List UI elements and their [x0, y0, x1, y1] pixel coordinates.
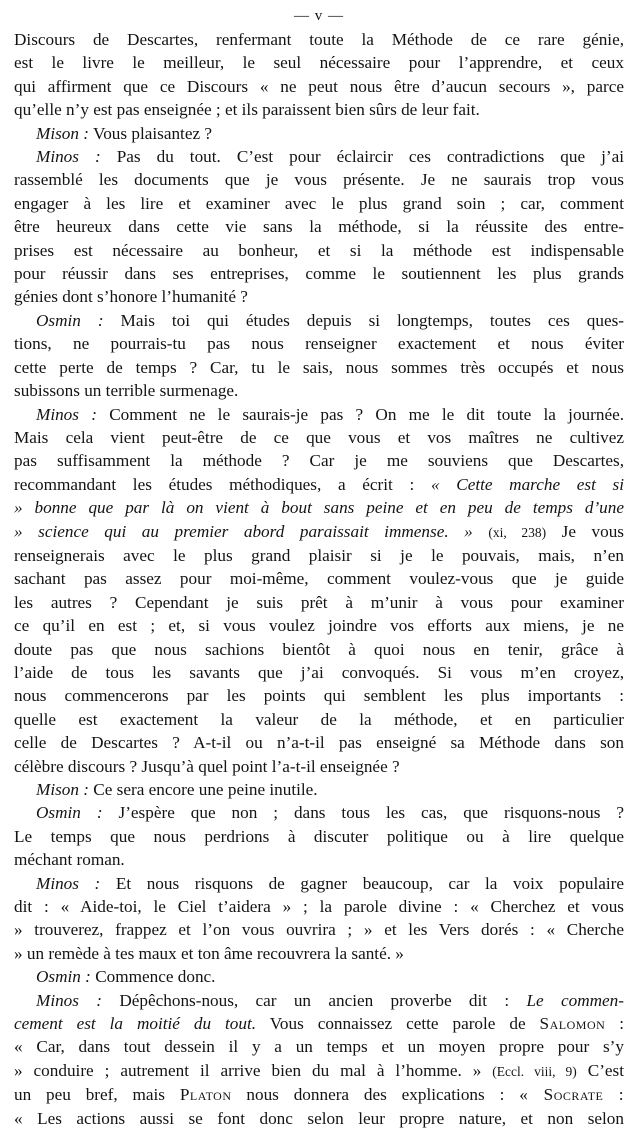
text-line — [14, 520, 624, 544]
dialogue-mison-2 — [14, 778, 624, 801]
dialogue-osmin-3 — [14, 965, 624, 988]
text-line: Mais cela vient peut-être de ce que vous et vos maîtres ne cultivez — [14, 427, 624, 447]
name-salomon: Salomon — [539, 1014, 606, 1034]
text-line: Discours de Descartes, renfermant toute la Méthode de ce rare génie, — [14, 30, 624, 49]
text-line: pour réussir dans ses entreprises, comme le soutiennent les plus grands — [14, 264, 624, 284]
speech-text: un peu bref, mais — [14, 1085, 165, 1105]
speaker-label: Minos : — [36, 147, 101, 167]
speech-text: Pas du tout. C’est pour éclaircir ces contradictions que j’ai — [116, 147, 624, 167]
text-line: nous commencerons par les points qui semblent les plus importants : — [14, 686, 624, 706]
speech-text: Dépêchons-nous, car un ancien proverbe dit : — [119, 990, 510, 1010]
speaker-label: Osmin : — [36, 310, 104, 330]
text-line: dit : « Aide-toi, le Ciel t’aidera » ; la parole divine : « Cherchez et vous — [14, 897, 624, 917]
text-line: Le temps que nous perdrions à discuter politique ou à lire quelque — [14, 826, 624, 846]
speaker-label: Mison : — [36, 780, 89, 799]
speech-text: Vous plaisantez ? — [93, 123, 213, 143]
speech-text: J’espère que non ; dans tous les cas, que risquons-nous ? — [118, 803, 624, 823]
text-line — [14, 1083, 624, 1106]
reference: (xi, 238) — [488, 524, 547, 540]
speech-text: Comment ne le saurais-je pas ? On me le dit toute la journée. — [109, 404, 624, 424]
speech-text: C’est — [587, 1060, 624, 1080]
speaker-label: Minos : — [36, 404, 97, 424]
text-line: être heureux dans cette vie sans la méthode, si la réussite des entre- — [14, 217, 624, 237]
speech-text: Commence donc. — [95, 967, 216, 987]
page-number: — v — — [294, 8, 344, 24]
speech-text: Vous connaissez cette parole de — [269, 1014, 526, 1034]
text-line: cette perte de temps ? Car, tu le sais, nous sommes très occupés et nous — [14, 357, 624, 377]
speech-text: nous donnera des explications : — [246, 1085, 505, 1105]
proverb-end: cement est la moitié du tout. — [14, 1014, 257, 1034]
text-line: » bonne que par là on vient à bout sans peine et en peu de temps d’une — [14, 498, 624, 518]
text-line — [14, 801, 624, 824]
text-line: est le livre le meilleur, le seul nécessaire pour l’apprendre, et ceux — [14, 53, 624, 73]
quote-end: » science qui au premier abord paraissait immense. » — [14, 521, 473, 541]
speaker-label: Mison : — [36, 123, 89, 143]
text-line — [14, 778, 624, 801]
dialogue-minos-2 — [14, 403, 624, 779]
text-line — [14, 309, 624, 332]
speech-text: recommandant les études méthodiques, a écrit : — [14, 474, 415, 494]
text-line: méchant roman. — [14, 850, 125, 870]
text-line: » un remède à tes maux et ton âme recouvrera la santé. » — [14, 943, 404, 963]
text-line: rassemblé les documents que je vous présente. Je ne saurais trop vous — [14, 170, 624, 190]
text-line — [14, 145, 624, 168]
text-line: sachant pas assez pour moi-même, comment voulez-vous que je guide — [14, 569, 624, 589]
speech-text: » conduire ; autrement il arrive bien du mal à l’homme. » — [14, 1060, 482, 1080]
document-page — [14, 6, 624, 1130]
text-line: doute pas que nous sachions bientôt à quoi nous en tenir, grâce à — [14, 639, 624, 659]
text-line: quelle est exactement la valeur de la méthode, et en particulier — [14, 709, 624, 729]
text-line: célèbre discours ? Jusqu’à quel point l’a-t-il enseignée ? — [14, 756, 400, 776]
name-platon: Platon — [179, 1085, 232, 1105]
quote-start: « Cette marche est si — [430, 474, 624, 494]
text-line: tions, ne pourrais-tu pas nous renseigner exactement et nous éviter — [14, 334, 624, 354]
text-line — [14, 403, 624, 426]
speaker-label: Osmin : — [36, 803, 103, 823]
dialogue-osmin-2 — [14, 801, 624, 871]
name-socrate: « Socrate : — [519, 1085, 624, 1105]
text-line: les autres ? Cependant je suis prêt à m’unir à vous pour examiner — [14, 592, 624, 612]
punctuation: : — [605, 1014, 624, 1034]
speaker-label: Osmin : — [36, 967, 91, 987]
text-line: « Car, dans tout dessein il y a un temps et un moyen propre pour s’y — [14, 1037, 624, 1057]
speech-text: Mais toi qui études depuis si longtemps, toutes ces ques- — [120, 310, 624, 330]
proverb-start: Le commen- — [526, 990, 624, 1010]
dialogue-minos-1 — [14, 145, 624, 309]
dialogue-minos-4 — [14, 989, 624, 1130]
dialogue-mison-1 — [14, 122, 624, 145]
speech-text: Je vous — [561, 521, 624, 541]
text-line: génies dont s’honore l’humanité ? — [14, 287, 248, 307]
text-line: qu’elle n’y est pas enseignée ; et ils paraissent bien sûrs de leur fait. — [14, 100, 480, 120]
text-line: » trouverez, frappez et l’on vous ouvrira ; » et les Vers dorés : « Cherche — [14, 920, 624, 940]
text-line: celle de Descartes ? A-t-il ou n’a-t-il pas enseigné sa Méthode dans son — [14, 733, 624, 753]
text-line — [14, 965, 624, 988]
dialogue-osmin-1 — [14, 309, 624, 403]
text-line: ce qu’il en est ; et, si vous voulez joindre vos efforts aux miens, je ne — [14, 616, 624, 636]
text-line — [14, 122, 624, 145]
text-line: qui affirment que ce Discours « ne peut nous être d’aucun secours », parce — [14, 76, 624, 96]
speech-text: Et nous risquons de gagner beaucoup, car la voix populaire — [115, 873, 624, 893]
text-line: subissons un terrible surmenage. — [14, 381, 239, 401]
text-line — [14, 1059, 624, 1083]
speech-text: Ce sera encore une peine inutile. — [93, 780, 318, 799]
text-line: prises est nécessaire au bonheur, et si la méthode est indispensable — [14, 240, 624, 260]
reference: (Eccl. viii, 9) — [492, 1063, 577, 1079]
text-line: l’aide de tous les savants que j’ai convoqués. Si vous m’en croyez, — [14, 662, 624, 682]
speaker-label: Minos : — [36, 873, 101, 893]
text-line: renseignerais avec le plus grand plaisir si je le pouvais, mais, n’en — [14, 545, 624, 565]
speaker-label: Minos : — [36, 990, 103, 1010]
text-line — [14, 1012, 624, 1035]
text-line: « Les actions aussi se font donc selon leur propre nature, et non selon — [14, 1108, 624, 1128]
dialogue-minos-3 — [14, 872, 624, 966]
paragraph-intro — [14, 28, 624, 122]
text-line: pas suffisamment la méthode ? Car je me souviens que Descartes, — [14, 451, 624, 471]
text-line: engager à les lire et examiner avec le plus grand soin ; car, comment — [14, 193, 624, 213]
text-line — [14, 872, 624, 895]
text-line — [14, 989, 624, 1012]
text-line — [14, 473, 624, 496]
